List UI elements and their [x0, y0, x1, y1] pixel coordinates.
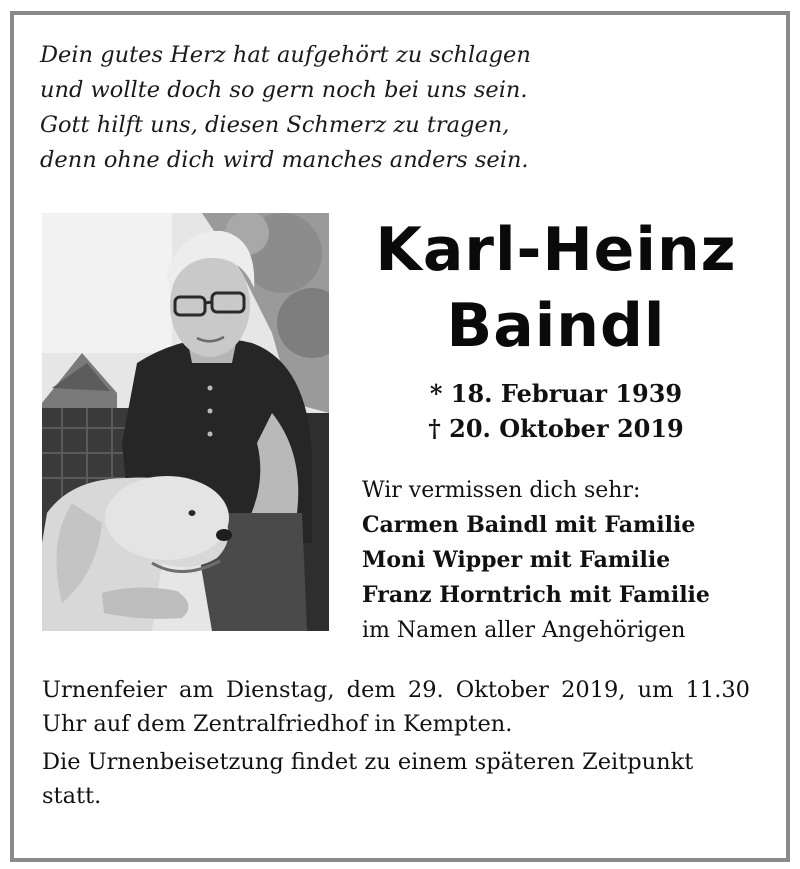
- poem-line: Gott hilft uns, diesen Schmerz zu tragen,: [40, 112, 510, 138]
- death-date: † 20. Oktober 2019: [428, 414, 684, 443]
- ceremony-notice: Urnenfeier am Dienstag, dem 29. Oktober 2019, um 11.30 Uhr auf dem Zentralfriedhof in Kempten.: [42, 677, 750, 737]
- memorial-poem: [40, 38, 640, 178]
- mourner-family: Carmen Baindl mit Familie: [362, 512, 696, 538]
- poem-line: denn ohne dich wird manches anders sein.: [40, 147, 529, 173]
- mourner-family: Moni Wipper mit Familie: [362, 547, 671, 573]
- deceased-last-name: Baindl: [446, 291, 666, 361]
- deceased-first-name: Karl-Heinz: [375, 215, 737, 285]
- mourners-closing: im Namen aller Angehörigen: [362, 618, 686, 643]
- mourners-intro: Wir vermissen dich sehr:: [362, 478, 641, 503]
- poem-line: und wollte doch so gern noch bei uns sein.: [40, 77, 528, 103]
- mourners-block: [362, 473, 772, 648]
- poem-line: Dein gutes Herz hat aufgehört zu schlagen: [40, 42, 531, 68]
- portrait-photo: [42, 213, 329, 631]
- life-dates: [346, 376, 766, 446]
- mourner-family: Franz Horntrich mit Familie: [362, 582, 710, 608]
- burial-notice: Die Urnenbeisetzung findet zu einem späteren Zeitpunkt statt.: [42, 749, 694, 809]
- birth-date: * 18. Februar 1939: [429, 379, 683, 408]
